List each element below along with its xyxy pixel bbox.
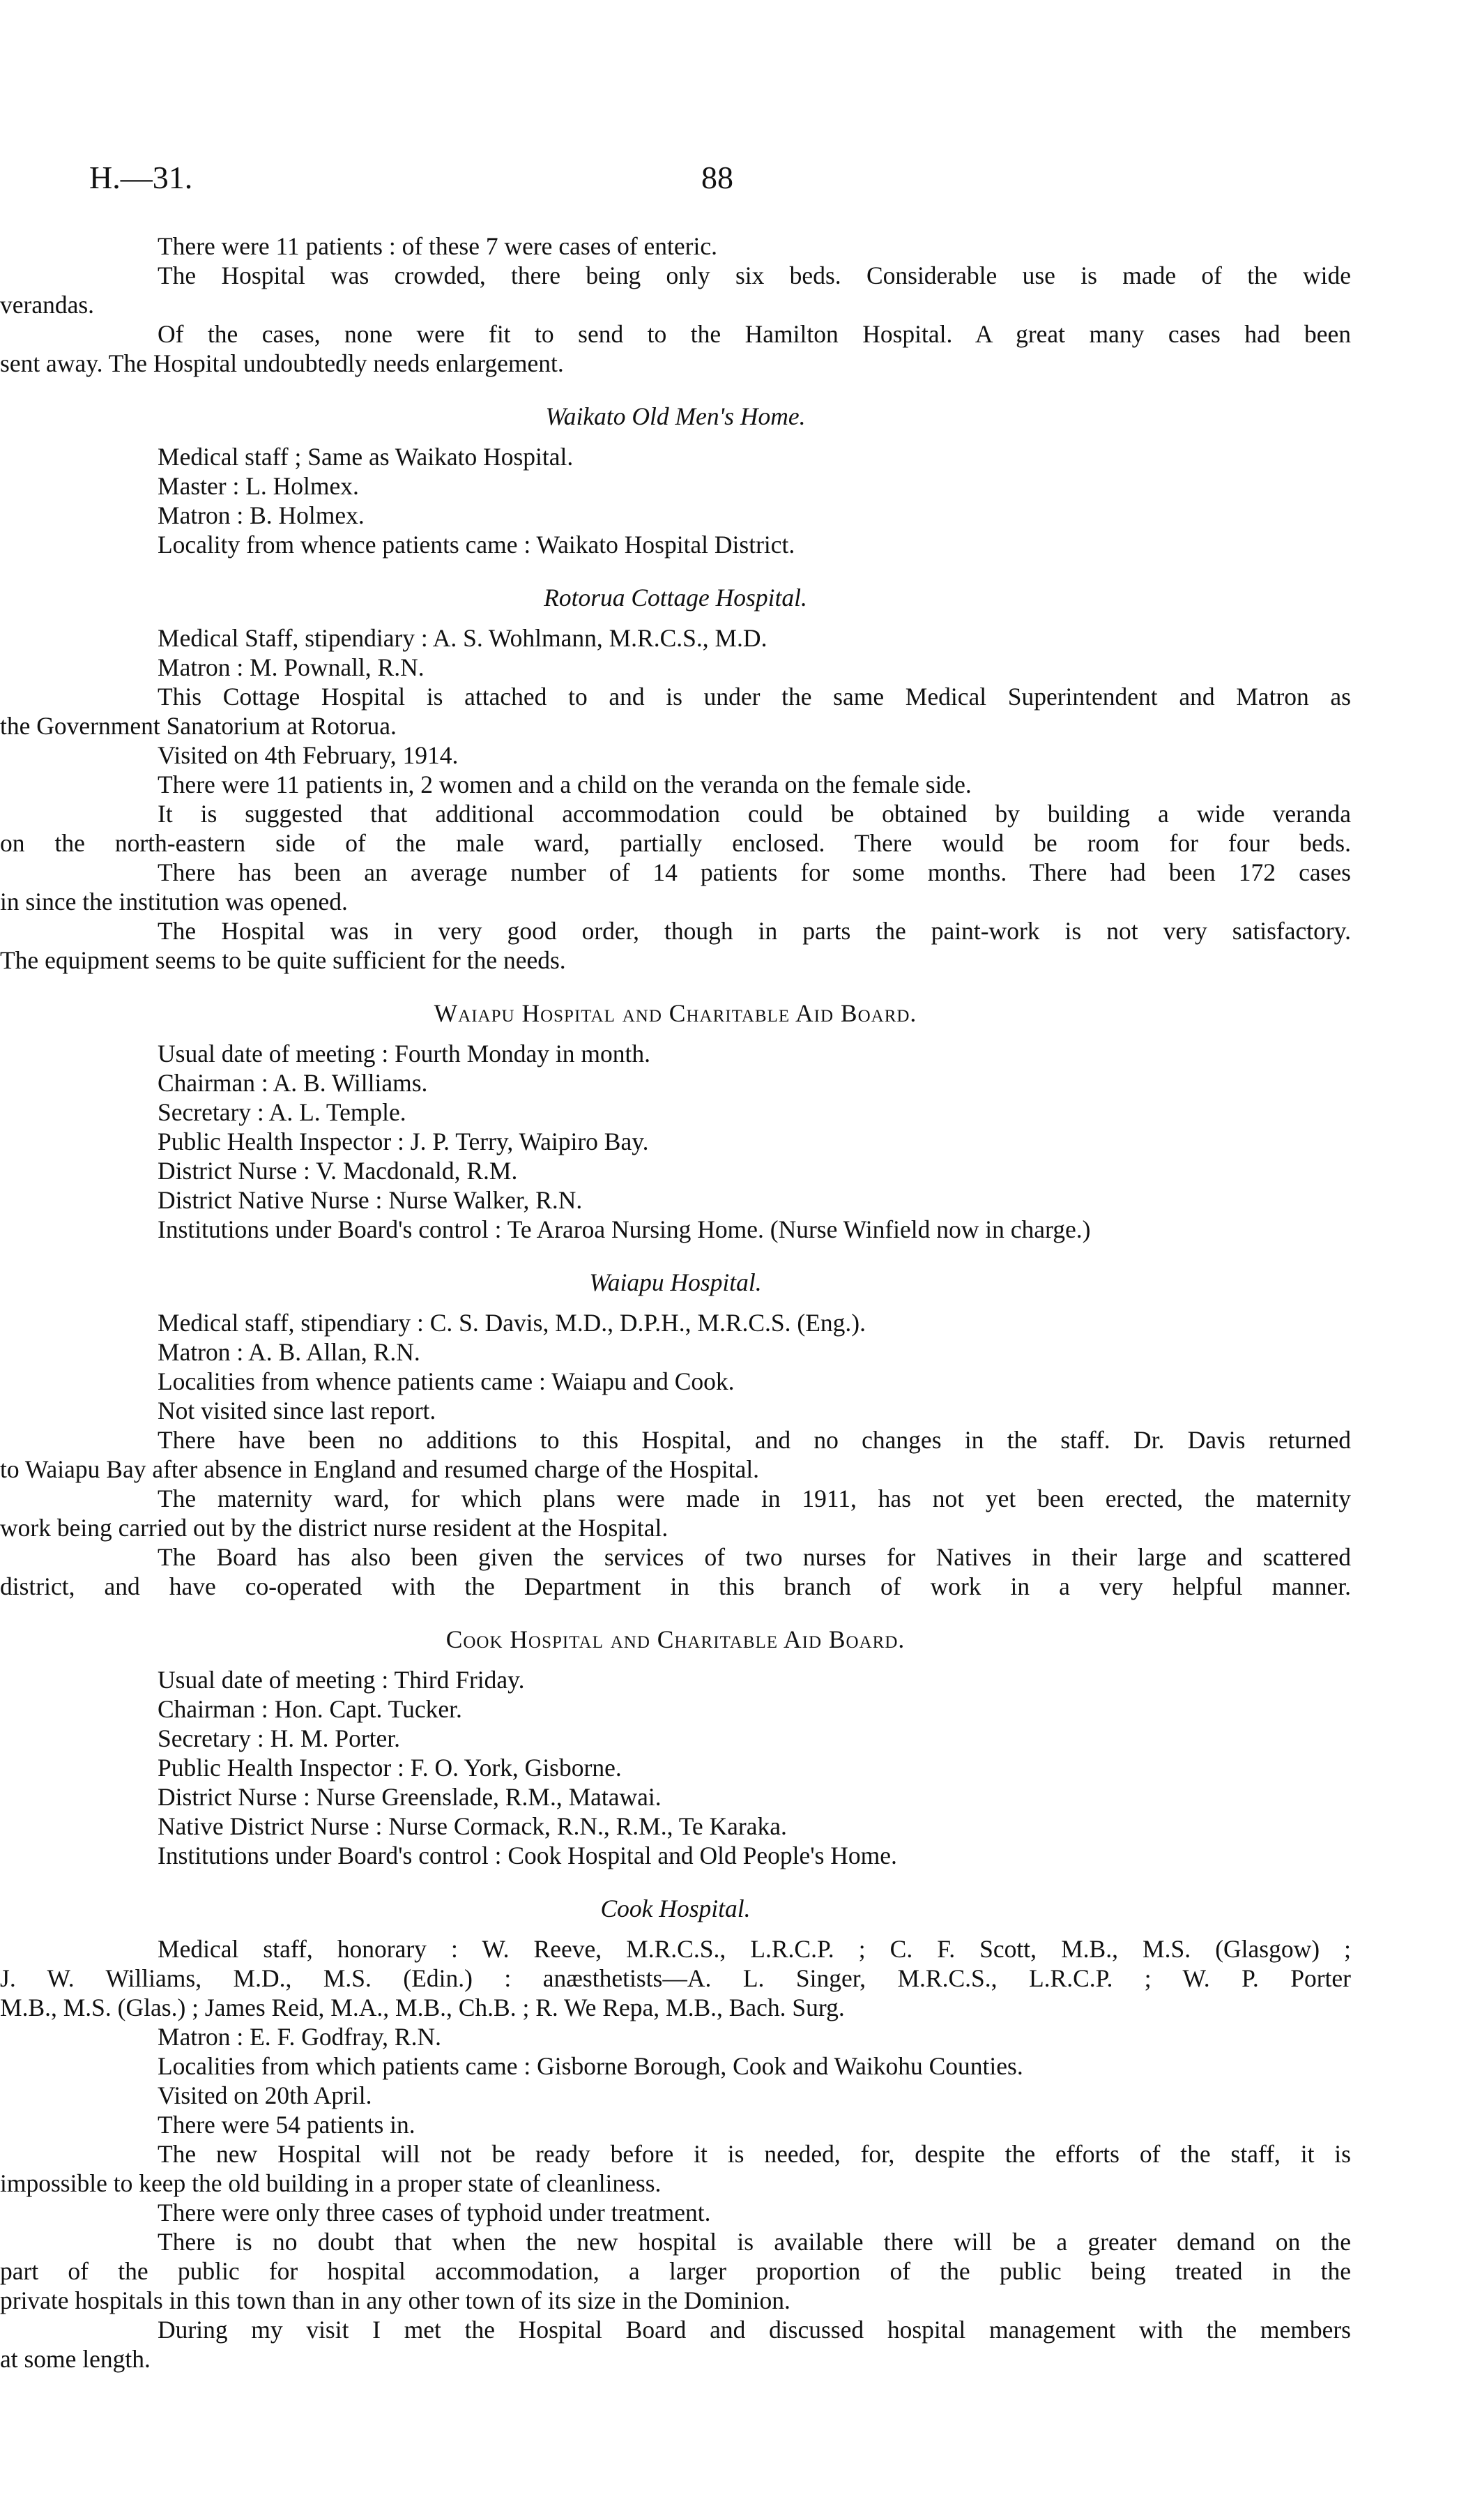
- paragraph-line: the Government Sanatorium at Rotorua.: [0, 712, 397, 740]
- paragraph-line: Matron : A. B. Allan, R.N.: [158, 1338, 420, 1366]
- paragraph-line: Medical staff, stipendiary : C. S. Davis, M.D., D.P.H., M.R.C.S. (Eng.).: [158, 1309, 866, 1337]
- paragraph-line: Matron : E. F. Godfray, R.N.: [158, 2023, 442, 2051]
- paragraph-line: There were 54 patients in.: [158, 2111, 415, 2139]
- waikato-old-mens-home-section: [158, 442, 1351, 559]
- paragraph-line: Usual date of meeting : Fourth Monday in month.: [158, 1040, 650, 1068]
- paragraph-line: at some length.: [0, 2345, 151, 2373]
- paragraph-line: There have been no additions to this Hospital, and no changes in the staff. Dr. Davis returned: [158, 1426, 1351, 1454]
- paragraph-line: The equipment seems to be quite sufficient for the needs.: [0, 946, 566, 974]
- paragraph-line: work being carried out by the district nurse resident at the Hospital.: [0, 1514, 669, 1542]
- document-reference: H.—31.: [89, 160, 193, 195]
- cook-hospital-section: [0, 1934, 1351, 2374]
- paragraph-line: Master : L. Holmex.: [158, 472, 359, 500]
- paragraph-line: This Cottage Hospital is attached to and is under the same Medical Superintendent and Matron as: [158, 683, 1351, 711]
- paragraph-line: verandas.: [0, 291, 95, 319]
- paragraph-line: Secretary : A. L. Temple.: [158, 1098, 406, 1126]
- paragraph-line: District Nurse : Nurse Greenslade, R.M., Matawai.: [158, 1783, 662, 1811]
- paragraph-line: Chairman : Hon. Capt. Tucker.: [158, 1695, 462, 1723]
- paragraph-line: The Hospital was in very good order, though in parts the paint-work is not very satisfactory.: [158, 917, 1351, 945]
- paragraph-line: Visited on 20th April.: [158, 2081, 372, 2109]
- paragraph-line: There were 11 patients : of these 7 were cases of enteric.: [158, 232, 717, 260]
- paragraph-line: in since the institution was opened.: [0, 888, 348, 916]
- paragraph-line: There were only three cases of typhoid under treatment.: [158, 2199, 711, 2226]
- paragraph-line: private hospitals in this town than in any other town of its size in the Dominion.: [0, 2286, 790, 2314]
- paragraph-line: Localities from whence patients came : Waiapu and Cook.: [158, 1367, 735, 1395]
- paragraph-line: part of the public for hospital accommodation, a larger proportion of the public being treated in the: [0, 2257, 1351, 2285]
- paragraph-line: There is no doubt that when the new hospital is available there will be a greater demand on the: [158, 2228, 1351, 2256]
- paragraph-line: Chairman : A. B. Williams.: [158, 1069, 428, 1097]
- paragraph-line: Native District Nurse : Nurse Cormack, R.N., R.M., Te Karaka.: [158, 1812, 787, 1840]
- section-heading-waikato-old-mens-home: Waikato Old Men's Home.: [545, 402, 806, 430]
- paragraph-line: M.B., M.S. (Glas.) ; James Reid, M.A., M.B., Ch.B. ; R. We Repa, M.B., Bach. Surg.: [0, 1994, 845, 2021]
- waiapu-board-section: [158, 1039, 1351, 1244]
- page-header: [0, 159, 1482, 201]
- paragraph-line: Institutions under Board's control : Cook Hospital and Old People's Home.: [158, 1842, 897, 1869]
- paragraph-line: The Hospital was crowded, there being only six beds. Considerable use is made of the wide: [158, 261, 1351, 289]
- paragraph-line: Matron : B. Holmex.: [158, 501, 365, 529]
- paragraph-line: There has been an average number of 14 patients for some months. There had been 172 cases: [158, 858, 1351, 886]
- page-number: 88: [701, 160, 733, 195]
- paragraph-line: District Nurse : V. Macdonald, R.M.: [158, 1157, 518, 1185]
- intro-section: [0, 231, 1351, 378]
- paragraph-line: to Waiapu Bay after absence in England and resumed charge of the Hospital.: [0, 1455, 760, 1483]
- section-heading-waiapu-board: Waiapu Hospital and Charitable Aid Board.: [434, 999, 917, 1027]
- paragraph-line: J. W. Williams, M.D., M.S. (Edin.) : anæsthetists—A. L. Singer, M.R.C.S., L.R.C.P. ; W. P. Porter: [0, 1964, 1351, 1992]
- paragraph-line: Visited on 4th February, 1914.: [158, 741, 459, 769]
- section-heading-rotorua-cottage-hospital: Rotorua Cottage Hospital.: [544, 584, 807, 612]
- section-heading-cook-board: Cook Hospital and Charitable Aid Board.: [445, 1625, 906, 1653]
- page-body: [0, 231, 1351, 2374]
- paragraph-line: Public Health Inspector : F. O. York, Gisborne.: [158, 1754, 622, 1782]
- rotorua-cottage-hospital-section: [0, 623, 1351, 975]
- paragraph-line: The maternity ward, for which plans were made in 1911, has not yet been erected, the maternity: [158, 1485, 1351, 1512]
- paragraph-line: Usual date of meeting : Third Friday.: [158, 1666, 525, 1694]
- paragraph-line: Medical Staff, stipendiary : A. S. Wohlmann, M.R.C.S., M.D.: [158, 624, 767, 652]
- cook-board-section: [158, 1665, 1351, 1870]
- paragraph-line: Localities from which patients came : Gisborne Borough, Cook and Waikohu Counties.: [158, 2052, 1023, 2080]
- paragraph-line: Secretary : H. M. Porter.: [158, 1724, 401, 1752]
- paragraph-line: Medical staff, honorary : W. Reeve, M.R.C.S., L.R.C.P. ; C. F. Scott, M.B., M.S. (Glasgow) ;: [158, 1935, 1351, 1963]
- paragraph-line: Matron : M. Pownall, R.N.: [158, 653, 425, 681]
- paragraph-line: Not visited since last report.: [158, 1397, 436, 1425]
- paragraph-line: Public Health Inspector : J. P. Terry, Waipiro Bay.: [158, 1128, 649, 1155]
- section-heading-cook-hospital: Cook Hospital.: [600, 1895, 751, 1922]
- paragraph-line: district, and have co-operated with the Department in this branch of work in a very helpful manner.: [0, 1572, 1351, 1600]
- paragraph-line: During my visit I met the Hospital Board and discussed hospital management with the members: [158, 2316, 1351, 2344]
- paragraph-line: on the north-eastern side of the male ward, partially enclosed. There would be room for four beds.: [0, 829, 1351, 857]
- paragraph-line: District Native Nurse : Nurse Walker, R.N.: [158, 1186, 583, 1214]
- paragraph-line: Institutions under Board's control : Te Araroa Nursing Home. (Nurse Winfield now in charge.): [158, 1215, 1091, 1243]
- paragraph-line: The new Hospital will not be ready before it is needed, for, despite the efforts of the staff, it is: [158, 2140, 1351, 2168]
- paragraph-line: The Board has also been given the services of two nurses for Natives in their large and scattered: [158, 1543, 1351, 1571]
- paragraph-line: Of the cases, none were fit to send to the Hamilton Hospital. A great many cases had been: [158, 320, 1351, 348]
- paragraph-line: sent away. The Hospital undoubtedly needs enlargement.: [0, 349, 564, 377]
- paragraph-line: It is suggested that additional accommodation could be obtained by building a wide veranda: [158, 800, 1351, 828]
- waiapu-hospital-section: [0, 1308, 1351, 1601]
- paragraph-line: There were 11 patients in, 2 women and a child on the veranda on the female side.: [158, 771, 972, 798]
- section-heading-waiapu-hospital: Waiapu Hospital.: [589, 1268, 762, 1296]
- paragraph-line: Medical staff ; Same as Waikato Hospital.: [158, 443, 574, 471]
- paragraph-line: Locality from whence patients came : Waikato Hospital District.: [158, 531, 795, 559]
- paragraph-line: impossible to keep the old building in a proper state of cleanliness.: [0, 2169, 662, 2197]
